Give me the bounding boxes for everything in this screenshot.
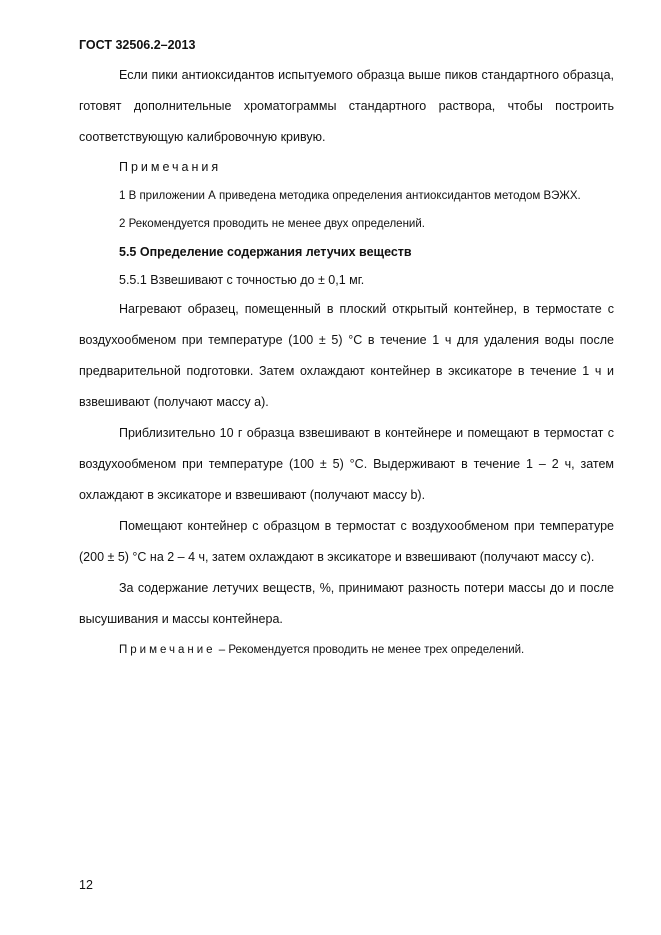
note-1: 1 В приложении А приведена методика определения антиоксидантов методом ВЭЖХ. xyxy=(119,190,581,202)
paragraph-drying: Помещают контейнер с образцом в термостат с воздухообменом при температуре (200 ± 5) °С на 2 – 4 ч, затем охлаждают в эксикаторе и взвешивают (получают массу c). xyxy=(79,519,614,564)
paragraph-5-5-1: 5.5.1 Взвешивают с точностью до ± 0,1 мг. xyxy=(119,273,365,287)
paragraph-sample-weighing: Приблизительно 10 г образца взвешивают в контейнере и помещают в термостат с воздухообменом при температуре (100 ± 5) °С. Выдерживают в течение 1 – 2 ч, затем охлаждают в эксикаторе и взвешивают (получают массу b). xyxy=(79,426,614,502)
final-note-label: Примечание xyxy=(119,644,216,656)
paragraph-heating-container: Нагревают образец, помещенный в плоский открытый контейнер, в термостате с воздухообменом при температуре (100 ± 5) °С в течение 1 ч для удаления воды после предварительной подготовки. Затем охлаждают контейнер в эксикаторе в течение 1 ч и взвешивают (получают массу a). xyxy=(79,302,614,409)
note-2: 2 Рекомендуется проводить не менее двух определений. xyxy=(119,218,425,230)
section-title: 5.5 Определение содержания летучих веществ xyxy=(119,245,412,259)
notes-heading: Примечания xyxy=(119,160,222,174)
document-body xyxy=(79,60,614,665)
final-note xyxy=(79,635,614,665)
page-number: 12 xyxy=(79,878,93,892)
paragraph-calibration: Если пики антиоксидантов испытуемого образца выше пиков стандартного образца, готовят дополнительные хроматограммы стандартного раствора, чтобы построить соответствующую калибровочную кривую. xyxy=(79,68,614,144)
final-note-text: – Рекомендуется проводить не менее трех определений. xyxy=(215,644,525,656)
paragraph-volatile-content: За содержание летучих веществ, %, принимают разность потери массы до и после высушивания и массы контейнера. xyxy=(79,581,614,626)
document-header: ГОСТ 32506.2–2013 xyxy=(79,38,196,52)
